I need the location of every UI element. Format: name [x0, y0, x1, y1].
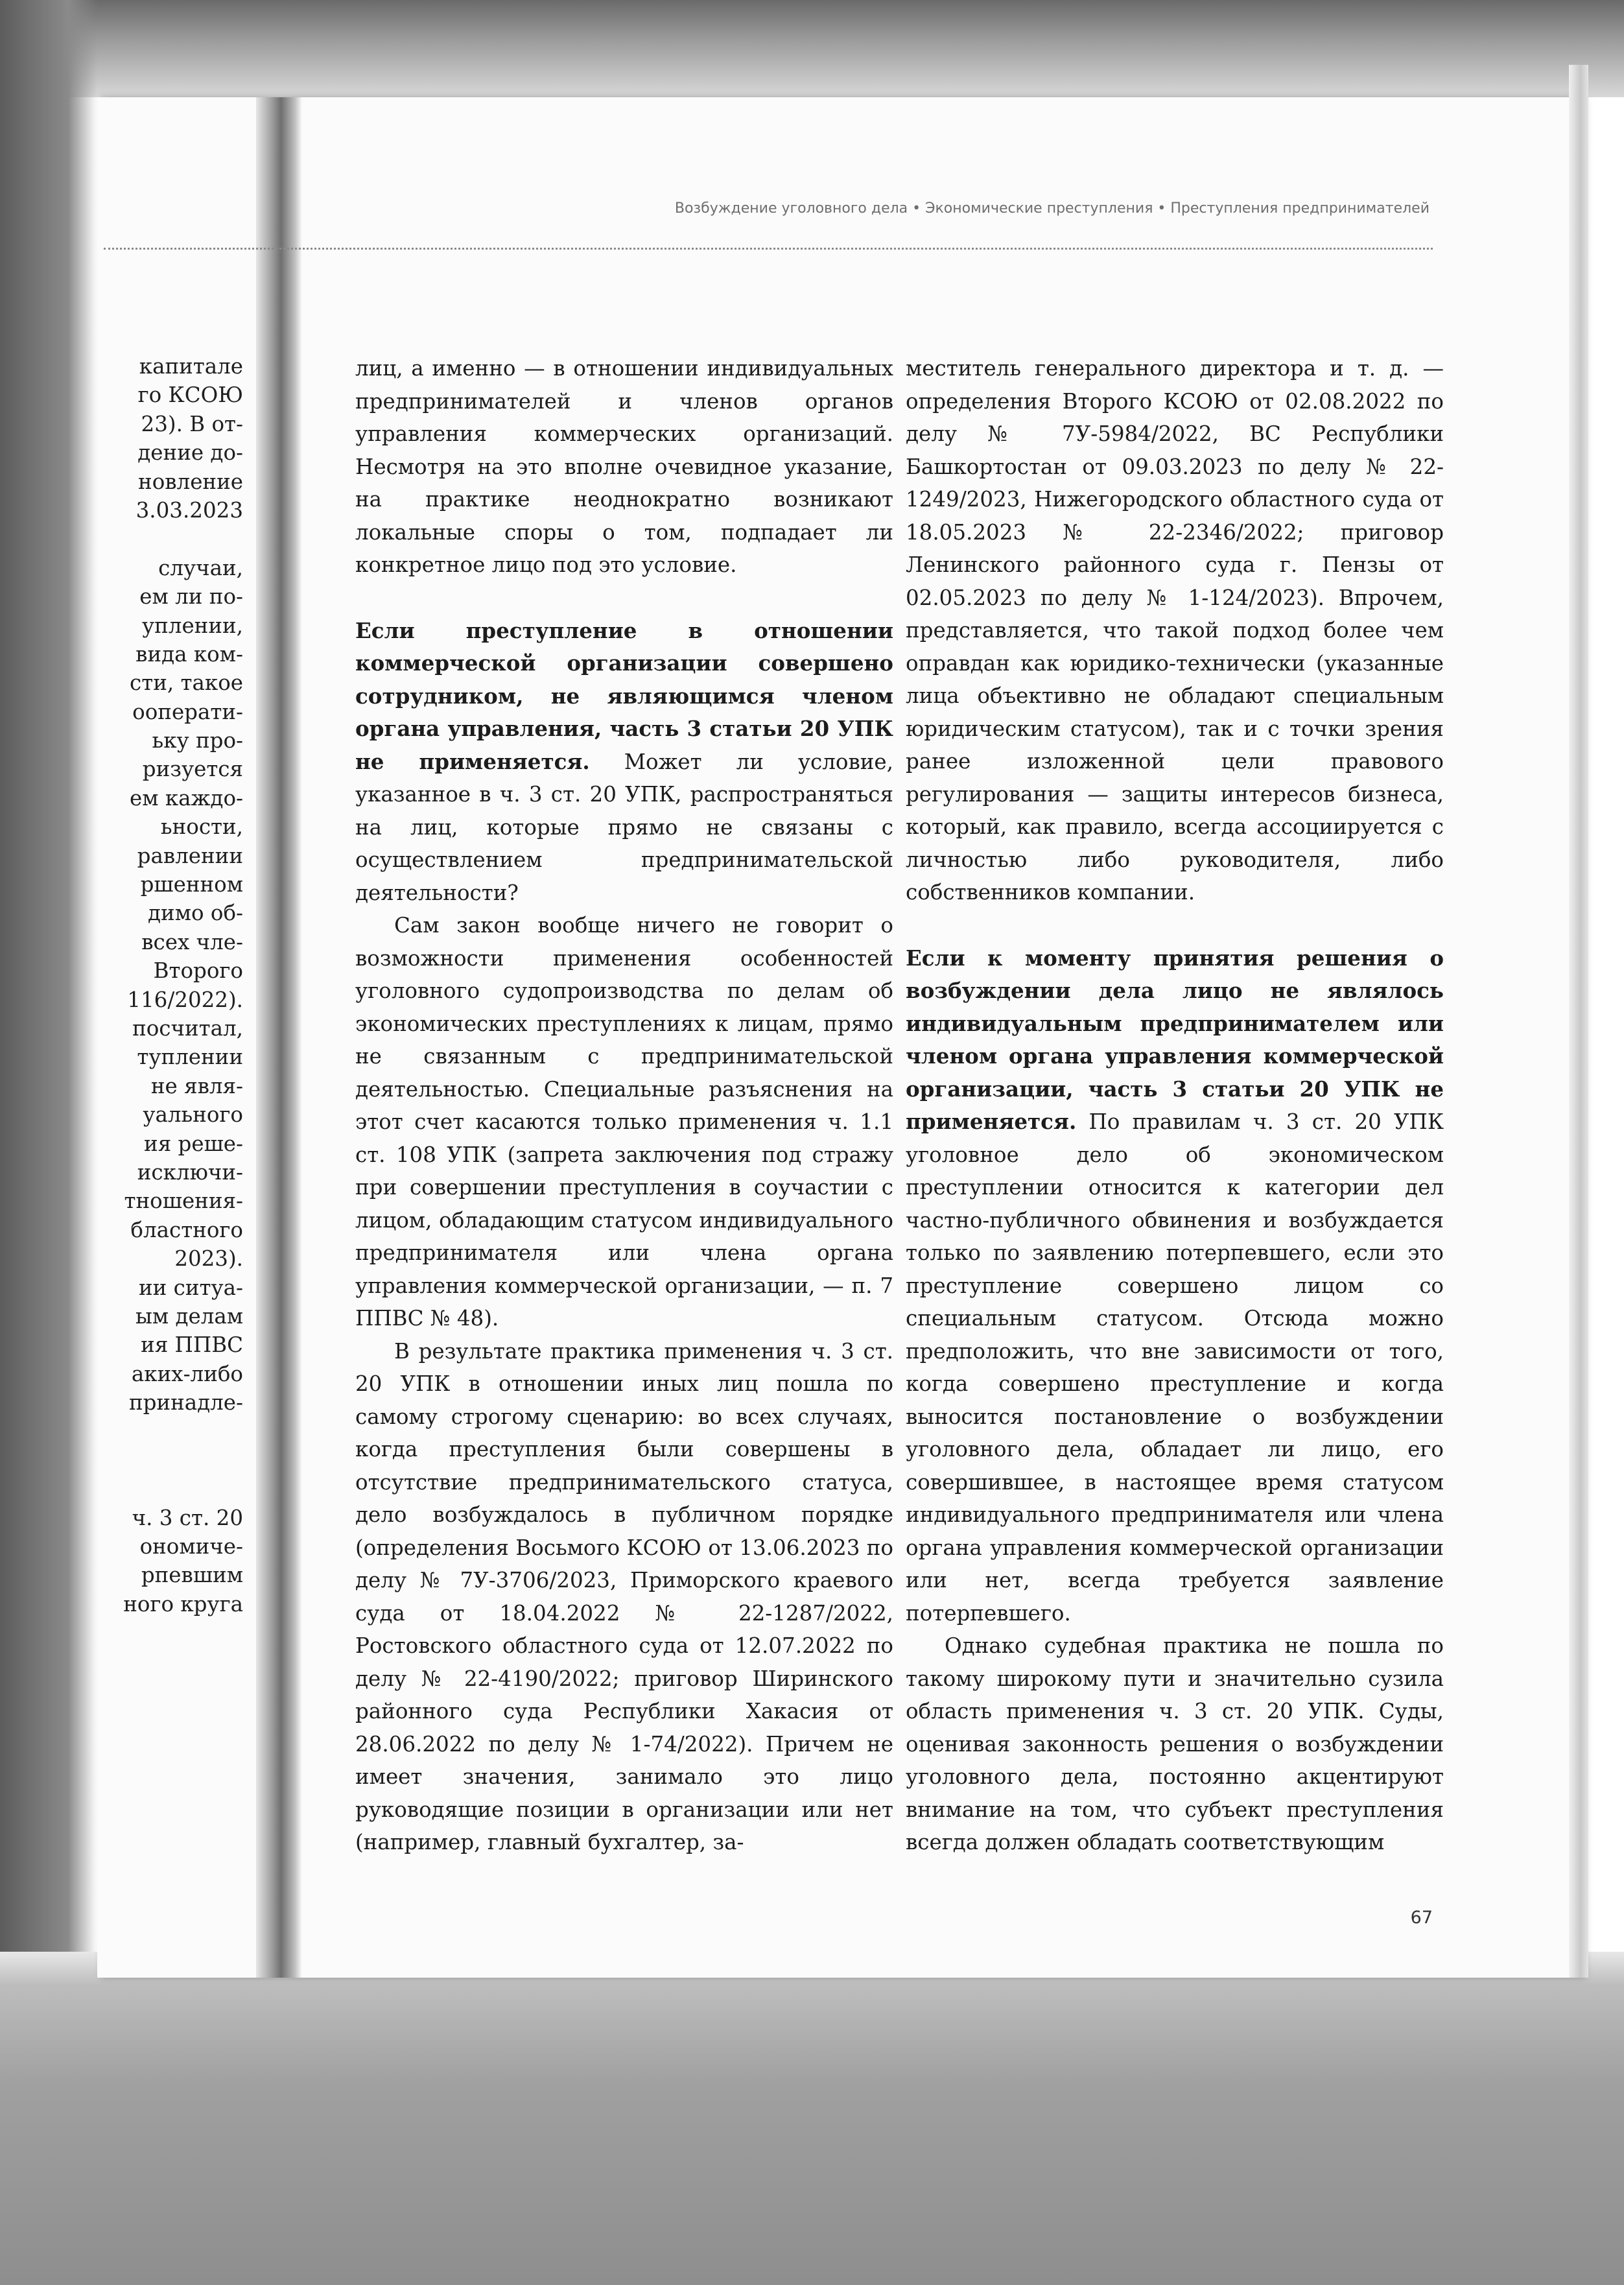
- previous-page-line: туплении: [137, 1045, 243, 1070]
- scan-bottom-shadow: [0, 1952, 1624, 2285]
- bold-lead: Если преступление в отношении коммерческой организации совершено сотрудником, не являющимся членом органа управления, часть 3 статьи 20 УПК не применяется.: [355, 617, 893, 774]
- scan-top-shadow: [0, 0, 1624, 97]
- previous-page-line: димо об-: [148, 901, 243, 926]
- paragraph-text: По правилам ч. 3 ст. 20 УПК уголовное дело об экономическом преступлении относится к категории дел частно-публичного обвинения и возбуждается только по заявлению потерпевшего, если это преступление совершено лицом со специальным статусом. Отсюда можно предположить, что вне зависимости от того, когда совершено преступление и когда выносится постановление о возбуждении уголовного дела, обладает ли лицо, его совершившее, в настоящее время статусом индивидуального предпринимателя или члена органа управления коммерческой организации или нет, всегда требуется заявление потерпевшего.: [906, 1109, 1444, 1626]
- previous-page-line: Второго: [153, 958, 243, 984]
- blank-line: [97, 525, 243, 553]
- previous-page-line: ьку про-: [152, 728, 243, 753]
- text-column-1: [355, 352, 893, 1859]
- previous-page-line: аких-либо: [131, 1361, 243, 1386]
- blank-line: [97, 1446, 243, 1474]
- previous-page-line: уплении,: [142, 613, 243, 638]
- paragraph: меститель генерального директора и т. д. — определения Второго КСОЮ от 02.08.2022 по делу № 7У-5984/2022, ВС Республики Башкортостан от 09.03.2023 по делу № 22-1249/2023, Нижегородского областного суда от 18.05.2023 № 22-2346/2022; приговор Ленинского районного суда г. Пензы от 02.05.2023 по делу № 1-124/2023). Впрочем, представляется, что такой подход более чем оправдан как юридико-технически (указанные лица объективно не обладают специальным юридическим статусом), так и с точки зрения ранее изложенной цели правового регулирования — защиты интересов бизнеса, который, как правило, всегда ассоциируется с личностью либо руководителя, либо собственников компании.: [906, 356, 1444, 905]
- previous-page-line: принадле-: [128, 1390, 243, 1415]
- previous-page-line: всех чле-: [141, 929, 243, 954]
- previous-page-line: ономиче-: [139, 1534, 243, 1559]
- previous-page-line: 2023).: [174, 1246, 243, 1272]
- previous-page-line: не явля-: [150, 1073, 243, 1098]
- running-head: Возбуждение уголовного дела • Экономические преступления • Преступления предпринимателей: [674, 200, 1430, 217]
- previous-page-line: уального: [143, 1102, 243, 1128]
- paragraph-with-bold-lead: [355, 615, 893, 910]
- paragraph: лиц, а именно — в отношении индивидуальных предпринимателей и членов органов управления коммерческих организаций. Несмотря на это вполне очевидное указание, на практике неоднократно возникают локальные споры о том, подпадает ли конкретное лицо под это условие.: [355, 356, 893, 577]
- page-number: 67: [1410, 1908, 1433, 1928]
- previous-page-line: тношения-: [124, 1189, 243, 1214]
- previous-page-line: сти, такое: [130, 670, 243, 696]
- paragraph: В результате практика применения ч. 3 ст. 20 УПК в отношении иных лиц пошла по самому строгому сценарию: во всех случаях, когда преступления были совершены в отсутствие предпринимательского статуса, дело возбуждалось в публичном порядке (определения Восьмого КСОЮ от 13.06.2023 по делу № 7У-3706/2023, Приморского краевого суда от 18.04.2022 № 22-1287/2022, Ростовского областного суда от 12.07.2022 по делу № 22-4190/2022; приговор Ширинского районного суда Республики Хакасия от 28.06.2022 по делу № 1-74/2022). Причем не имеет значения, занимало это лицо руководящие позиции в организации или нет (например, главный бухгалтер, за-: [355, 1338, 893, 1854]
- previous-page-line: ризуется: [142, 757, 243, 782]
- previous-page-line: ым делам: [135, 1303, 243, 1329]
- previous-page-line: 116/2022).: [127, 987, 243, 1012]
- text-column-2: [906, 352, 1444, 1859]
- blank-line: [97, 1417, 243, 1445]
- previous-page-line: 23). В от-: [141, 411, 243, 436]
- scan-left-shadow: [0, 0, 97, 2285]
- previous-page-line: дение до-: [137, 440, 243, 466]
- previous-page-line: равлении: [137, 843, 243, 868]
- previous-page-line: капитале: [139, 354, 243, 379]
- page-edge: [1569, 65, 1588, 1978]
- previous-page-line: ного круга: [123, 1591, 243, 1616]
- previous-page-line: ьности,: [160, 814, 243, 840]
- previous-page-line: посчитал,: [132, 1015, 243, 1041]
- previous-page-line: случаи,: [158, 555, 243, 580]
- previous-page-line: 3.03.2023: [135, 497, 243, 523]
- previous-page-line: рпевшим: [141, 1563, 243, 1588]
- previous-page-line: ии ситуа-: [139, 1275, 243, 1300]
- previous-page-line: ем ли по-: [139, 584, 243, 610]
- previous-page-line: исключи-: [137, 1159, 243, 1185]
- previous-page-line: го КСОЮ: [137, 383, 243, 408]
- paragraph-text: Может ли условие, указанное в ч. 3 ст. 20 УПК, распространяться на лиц, которые прямо не связаны с осуществлением предпринимательской деятельности?: [355, 749, 893, 905]
- blank-line: [97, 1474, 243, 1503]
- previous-page-line: вида ком-: [135, 641, 243, 667]
- previous-page-line: ем каждо-: [130, 785, 243, 811]
- previous-page-line: бластного: [130, 1217, 243, 1242]
- previous-page-line: ч. 3 ст. 20: [132, 1505, 243, 1530]
- header-dotted-rule: [104, 248, 1433, 250]
- paragraph-with-bold-lead: [906, 942, 1444, 1630]
- previous-page-line: ооперати-: [132, 699, 243, 724]
- previous-page-line: ия ППВС: [141, 1332, 243, 1358]
- previous-page-line: новление: [138, 469, 243, 494]
- bold-lead: Если к моменту принятия решения о возбуждении дела лицо не являлось индивидуальным предпринимателем или членом органа управления коммерческой организации, часть 3 статьи 20 УПК не применяется.: [906, 945, 1444, 1134]
- paragraph: Сам закон вообще ничего не говорит о возможности применения особенностей уголовного судопроизводства по делам об экономических преступлениях к лицам, прямо не связанным с предпринимательской деятельностью. Специальные разъяснения на этот счет касаются только применения ч. 1.1 ст. 108 УПК (запрета заключения под стражу при совершении преступления в соучастии с лицом, обладающим статусом индивидуального предпринимателя или члена органа управления коммерческой организации, — п. 7 ППВС № 48).: [355, 913, 893, 1331]
- previous-page-line: ршенном: [140, 872, 243, 897]
- paragraph: Однако судебная практика не пошла по такому широкому пути и значительно сузила область применения ч. 3 ст. 20 УПК. Суды, оценивая законность решения о возбуждении уголовного дела, постоянно акцентируют внимание на том, что субъект преступления всегда должен обладать соответствующим: [906, 1633, 1444, 1854]
- previous-page-line: ия реше-: [144, 1131, 243, 1156]
- previous-page-column: [97, 352, 243, 1618]
- book-spine: [256, 97, 301, 1978]
